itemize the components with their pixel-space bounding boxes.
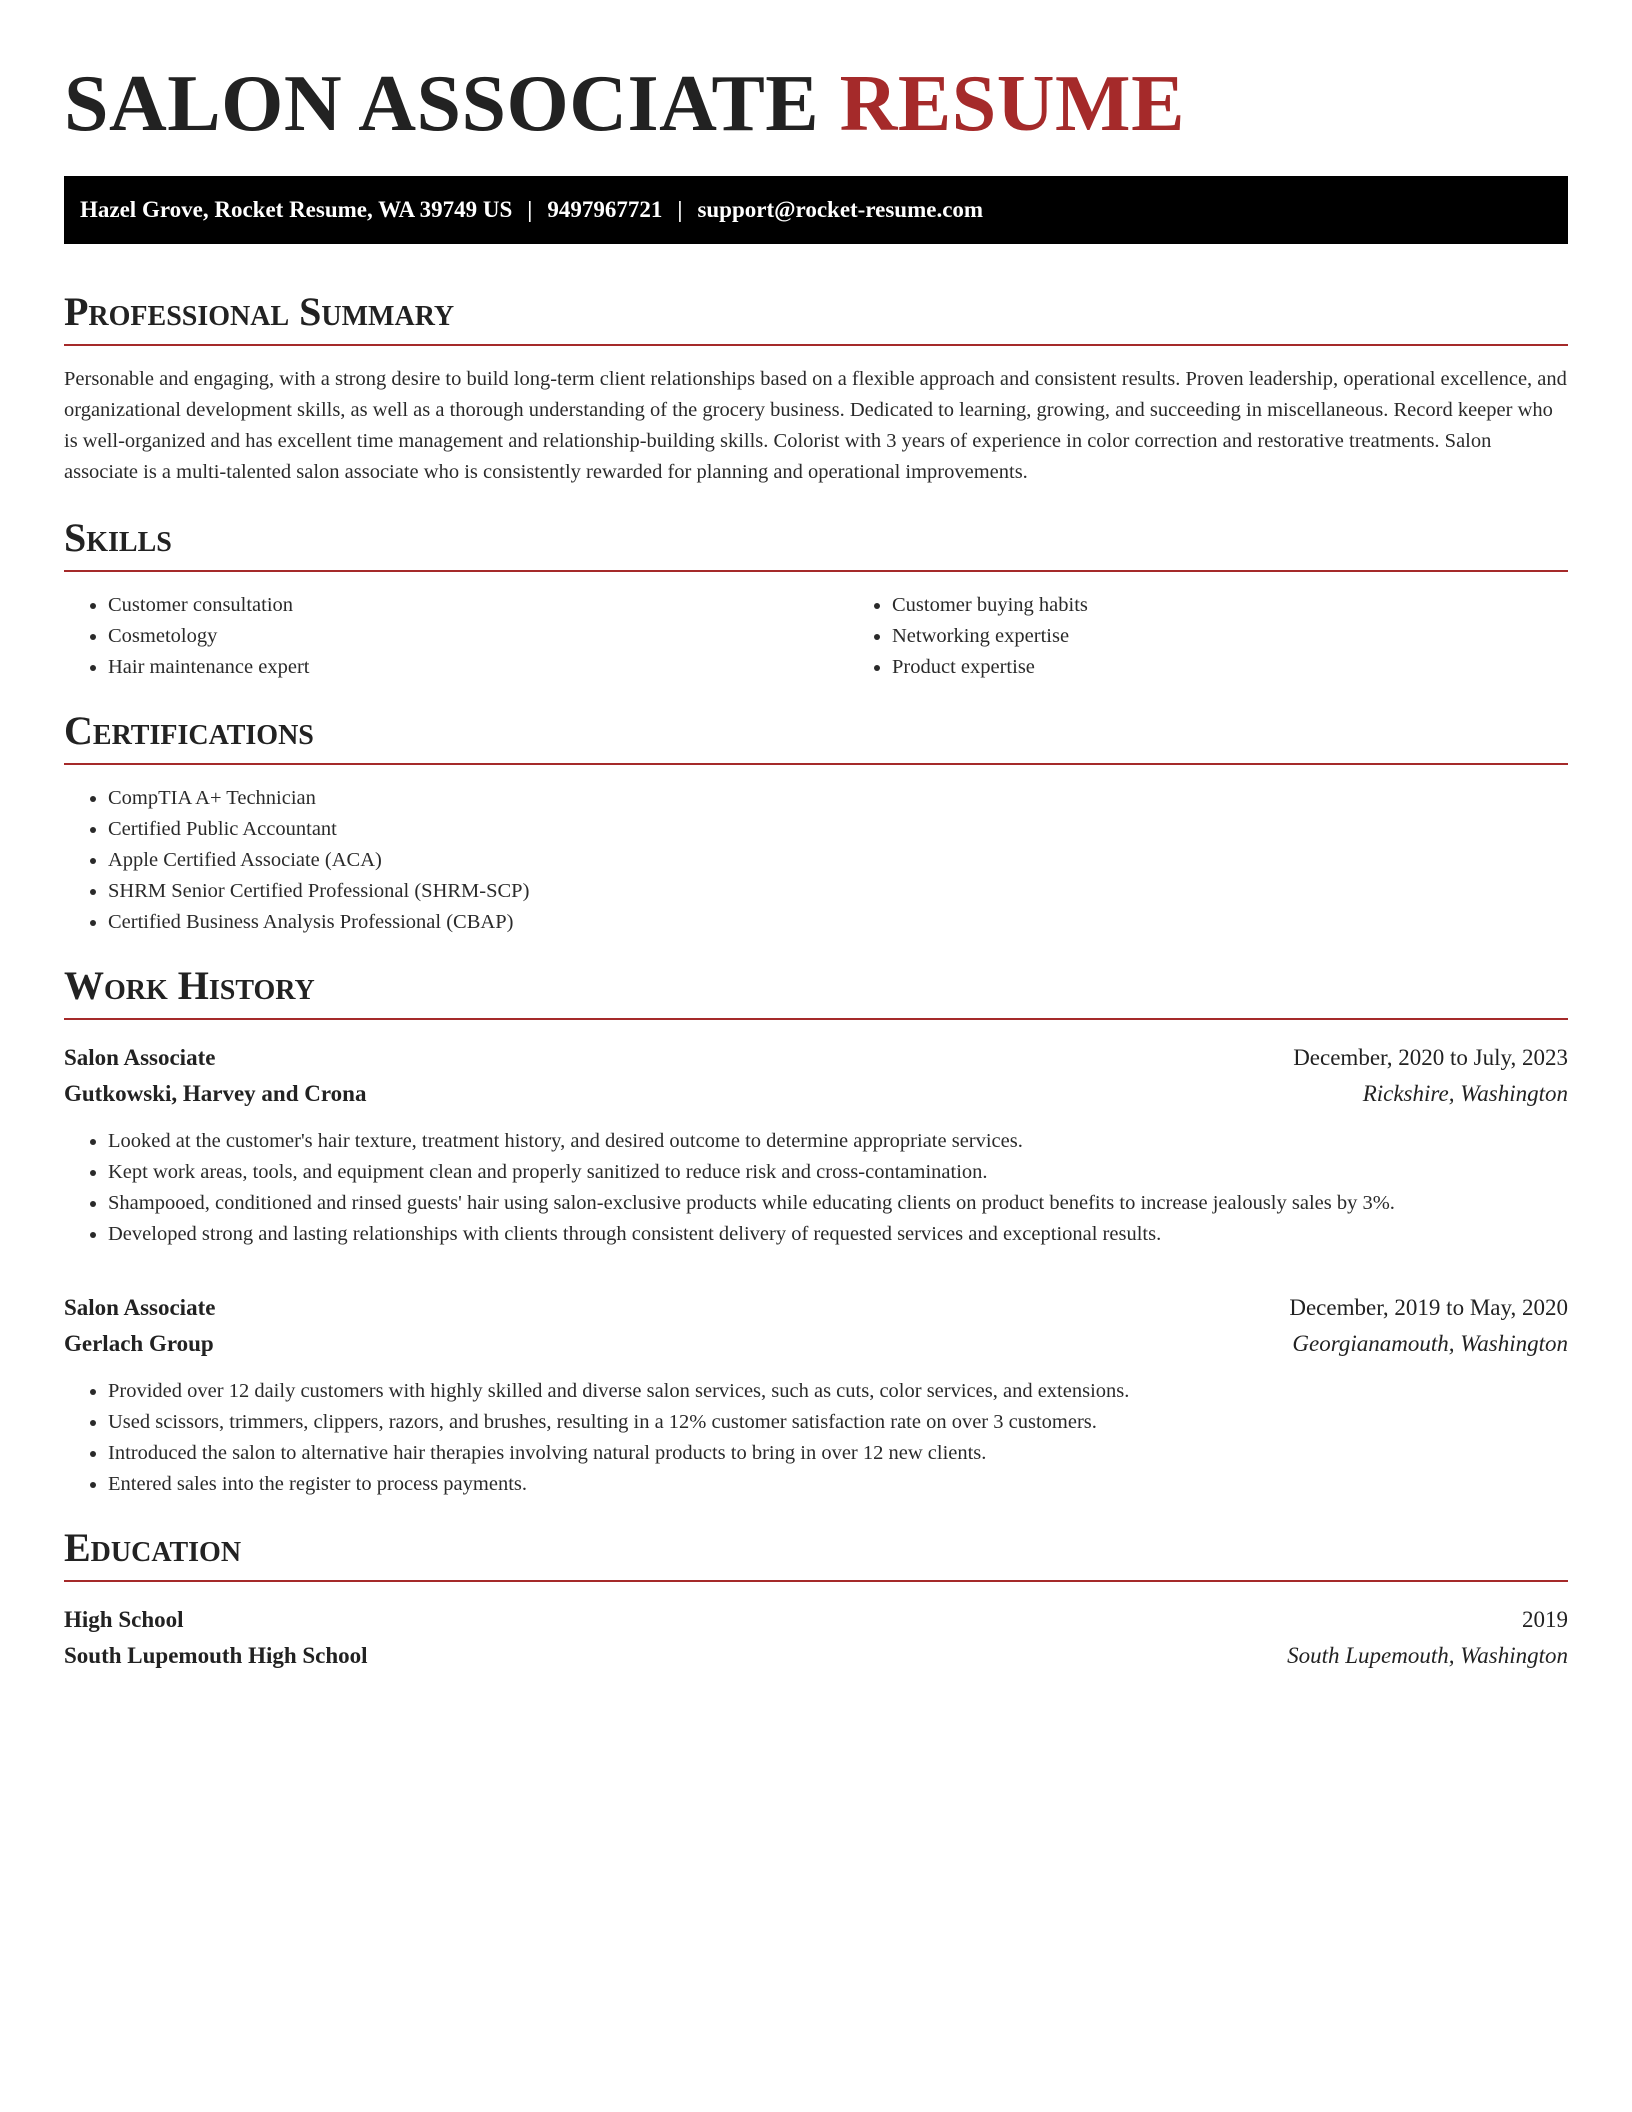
education-year: 2019 <box>1522 1607 1568 1632</box>
job-dates: December, 2019 to May, 2020 <box>1289 1295 1568 1320</box>
job-duty: • Introduced the salon to alternative hair therapies involving natural products to bring in over 12 new clients. <box>108 1438 1568 1469</box>
work-history-heading: Work History <box>64 962 1568 1020</box>
job-location: Rickshire, Washington <box>1362 1081 1568 1106</box>
job-title: Salon Associate <box>64 1295 216 1320</box>
education-entry <box>64 1602 1568 1674</box>
contact-bar <box>64 176 1568 244</box>
job-duties-list <box>64 1376 1568 1500</box>
resume-title <box>64 58 1568 150</box>
contact-separator: | <box>677 197 683 222</box>
job-duty: • Used scissors, trimmers, clippers, razors, and brushes, resulting in a 12% customer satisfaction rate on over 3 customers. <box>108 1407 1568 1438</box>
certification-item: • CompTIA A+ Technician <box>108 783 1568 814</box>
certification-item: • Apple Certified Associate (ACA) <box>108 845 1568 876</box>
job-company: Gutkowski, Harvey and Crona <box>64 1081 367 1106</box>
title-main: SALON ASSOCIATE <box>64 60 820 148</box>
education-location: South Lupemouth, Washington <box>1287 1643 1568 1668</box>
certification-item: • Certified Public Accountant <box>108 814 1568 845</box>
contact-address: Hazel Grove, Rocket Resume, WA 39749 US <box>80 197 513 222</box>
job-company-row <box>64 1076 1568 1112</box>
title-accent: RESUME <box>839 60 1185 148</box>
skills-grid <box>64 572 1568 683</box>
summary-heading: Professional Summary <box>64 288 1568 346</box>
job-entry <box>64 1290 1568 1500</box>
skill-item: • Customer buying habits <box>892 590 1088 621</box>
contact-separator: | <box>527 197 533 222</box>
job-duty: • Developed strong and lasting relationships with clients through consistent delivery of requested services and exceptional results. <box>108 1219 1568 1250</box>
job-entry <box>64 1040 1568 1250</box>
job-location: Georgianamouth, Washington <box>1292 1331 1568 1356</box>
job-title-row <box>64 1040 1568 1076</box>
job-title-row <box>64 1290 1568 1326</box>
contact-phone: 9497967721 <box>547 197 663 222</box>
job-duty: • Entered sales into the register to process payments. <box>108 1469 1568 1500</box>
certification-item: • Certified Business Analysis Professional (CBAP) <box>108 907 1568 938</box>
education-heading: Education <box>64 1524 1568 1582</box>
contact-email: support@rocket-resume.com <box>697 197 984 222</box>
job-duty: • Provided over 12 daily customers with highly skilled and diverse salon services, such as cuts, color services, and extensions. <box>108 1376 1568 1407</box>
certifications-list <box>64 783 1568 938</box>
education-school: South Lupemouth High School <box>64 1643 368 1668</box>
job-company-row <box>64 1326 1568 1362</box>
education-degree: High School <box>64 1607 184 1632</box>
job-duty: • Shampooed, conditioned and rinsed guests' hair using salon-exclusive products while educating clients on product benefits to increase jealously sales by 3%. <box>108 1188 1568 1219</box>
education-degree-row <box>64 1602 1568 1638</box>
job-title: Salon Associate <box>64 1045 216 1070</box>
education-school-row <box>64 1638 1568 1674</box>
skills-list-right <box>848 590 1088 683</box>
skill-item: • Product expertise <box>892 652 1088 683</box>
skill-item: • Hair maintenance expert <box>108 652 848 683</box>
skill-item: • Networking expertise <box>892 621 1088 652</box>
job-duties-list <box>64 1126 1568 1250</box>
skills-heading: Skills <box>64 514 1568 572</box>
summary-text: Personable and engaging, with a strong desire to build long-term client relationships based on a flexible approach and consistent results. Proven leadership, operational excellence, and organizational development skills, as well as a thorough understanding of the grocery business. Dedicated to learning, growing, and succeeding in miscellaneous. Record keeper who is well-organized and has excellent time management and relationship-building skills. Colorist with 3 years of experience in color correction and restorative treatments. Salon associate is a multi-talented salon associate who is consistently rewarded for planning and operational improvements. <box>64 368 1567 483</box>
job-duty: • Looked at the customer's hair texture, treatment history, and desired outcome to determine appropriate services. <box>108 1126 1568 1157</box>
certification-item: • SHRM Senior Certified Professional (SHRM-SCP) <box>108 876 1568 907</box>
job-company: Gerlach Group <box>64 1331 214 1356</box>
job-duty: • Kept work areas, tools, and equipment clean and properly sanitized to reduce risk and cross-contamination. <box>108 1157 1568 1188</box>
skill-item: • Cosmetology <box>108 621 848 652</box>
certifications-heading: Certifications <box>64 707 1568 765</box>
job-dates: December, 2020 to July, 2023 <box>1293 1045 1568 1070</box>
skills-list-left <box>64 590 848 683</box>
skill-item: • Customer consultation <box>108 590 848 621</box>
